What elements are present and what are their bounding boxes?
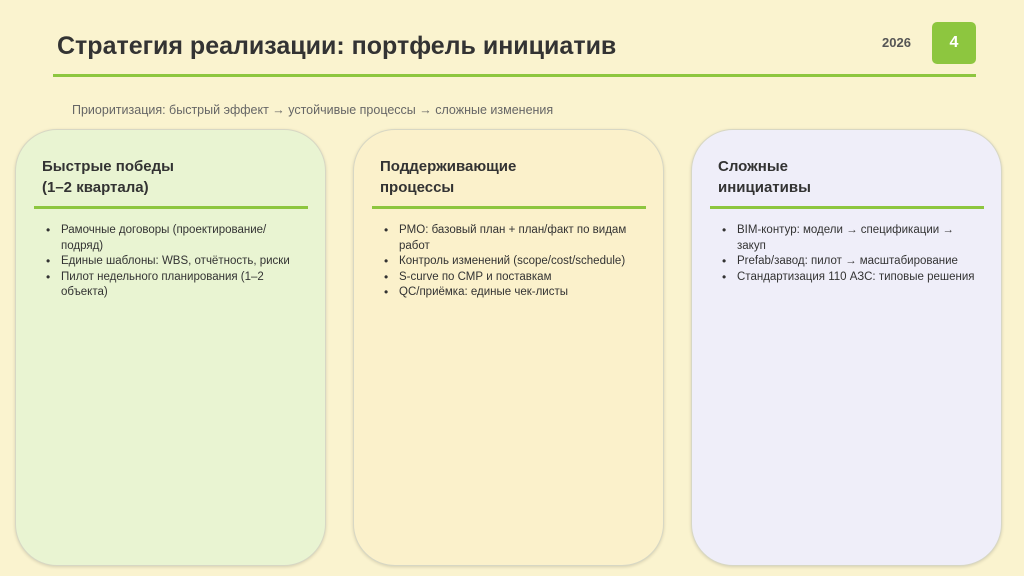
slide-subtitle: Приоритизация: быстрый эффект → устойчивые процессы → сложные изменения <box>72 103 554 117</box>
list-item: • Prefab/завод: пилот → масштабирование <box>718 254 978 270</box>
card-heading-line: процессы <box>380 179 455 196</box>
card-divider <box>710 206 984 209</box>
card-heading <box>42 156 312 198</box>
year-label: 2026 <box>882 35 911 50</box>
card-divider <box>372 206 646 209</box>
card-bullet-list <box>380 223 640 301</box>
card-heading <box>718 156 988 198</box>
slide-title: Стратегия реализации: портфель инициатив <box>57 32 617 60</box>
page-number-badge: 4 <box>932 22 976 64</box>
list-item: • Контроль изменений (scope/cost/schedule) <box>380 254 640 270</box>
card-complex-initiatives <box>691 129 1002 566</box>
card-heading-line: инициативы <box>718 179 811 196</box>
list-item: • Пилот недельного планирования (1–2 объекта) <box>42 270 302 301</box>
list-item: • Стандартизация 110 АЗС: типовые решения <box>718 270 978 286</box>
list-item: • PMO: базовый план + план/факт по видам работ <box>380 223 640 254</box>
card-bullet-list <box>42 223 302 301</box>
card-bullet-list <box>718 223 978 285</box>
card-heading <box>380 156 650 198</box>
card-quick-wins <box>15 129 326 566</box>
list-item: • BIM-контур: модели → спецификации → закуп <box>718 223 978 254</box>
card-heading-line: Сложные <box>718 158 788 175</box>
card-heading-line: (1–2 квартала) <box>42 179 149 196</box>
card-heading-line: Поддерживающие <box>380 158 517 175</box>
list-item: • QC/приёмка: единые чек-листы <box>380 285 640 301</box>
list-item: • S-curve по СМР и поставкам <box>380 270 640 286</box>
list-item: • Рамочные договоры (проектирование/подряд) <box>42 223 302 254</box>
card-supporting-processes <box>353 129 664 566</box>
title-divider <box>53 74 976 77</box>
card-divider <box>34 206 308 209</box>
list-item: • Единые шаблоны: WBS, отчётность, риски <box>42 254 302 270</box>
card-heading-line: Быстрые победы <box>42 158 174 175</box>
